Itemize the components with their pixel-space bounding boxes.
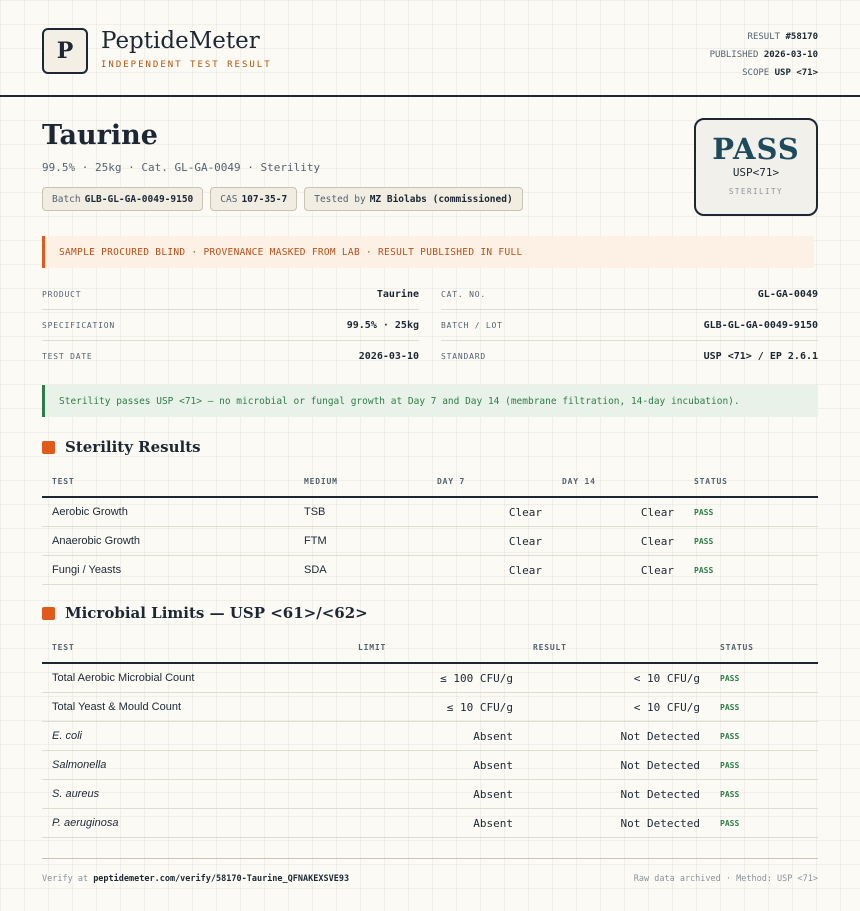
info-value: GLB-GL-GA-0049-9150 (703, 320, 818, 331)
product-chips (42, 187, 523, 211)
info-value: 99.5% · 25kg (346, 320, 419, 331)
product-title: Taurine (42, 120, 158, 151)
report-header (0, 0, 860, 97)
scope-value: USP <71> (774, 68, 818, 78)
info-label: CAT. NO. (441, 290, 486, 299)
section-marker-icon (42, 607, 55, 620)
limit-cell: ≤ 10 CFU/g (348, 693, 523, 722)
brand-tagline: INDEPENDENT TEST RESULT (101, 60, 272, 70)
day14-cell: Clear (552, 497, 684, 527)
test-cell: P. aeruginosa (42, 809, 348, 838)
result-label: RESULT (747, 32, 781, 42)
test-cell: Salmonella (42, 751, 348, 780)
section-marker-icon (42, 441, 55, 454)
table-row (42, 809, 818, 838)
table-row (42, 693, 818, 722)
info-row-specification (42, 311, 419, 341)
sterility-section-title (42, 438, 201, 456)
test-cell: S. aureus (42, 780, 348, 809)
info-value: Taurine (376, 289, 419, 300)
column-header: LIMIT (348, 632, 523, 663)
status-badge: PASS (684, 556, 818, 585)
verify-line (42, 874, 349, 884)
result-cell: Not Detected (523, 780, 710, 809)
status-badge: PASS (710, 809, 818, 838)
limit-cell: Absent (348, 780, 523, 809)
tested-by-chip (304, 187, 522, 211)
limit-cell: Absent (348, 809, 523, 838)
test-cell: Aerobic Growth (42, 497, 294, 527)
verify-label: Verify at (42, 874, 89, 884)
medium-cell: TSB (294, 497, 427, 527)
test-cell: Fungi / Yeasts (42, 556, 294, 585)
batch-chip (42, 187, 203, 211)
info-row-product (42, 280, 419, 310)
limit-cell: Absent (348, 751, 523, 780)
tested-by-label: Tested by (314, 193, 366, 205)
test-cell: Total Yeast & Mould Count (42, 693, 348, 722)
result-summary: Sterility passes USP <71> — no microbial or fungal growth at Day 7 and Day 14 (membrane filtration, 14-day incubation). (42, 385, 818, 417)
info-label: STANDARD (441, 351, 486, 361)
info-value: USP <71> / EP 2.6.1 (703, 350, 818, 362)
verdict-scope: STERILITY (728, 187, 784, 196)
microbial-section-title (42, 604, 368, 622)
table-row (42, 556, 818, 585)
table-row (42, 663, 818, 693)
day7-cell: Clear (427, 556, 552, 585)
logo-icon: P (42, 28, 88, 74)
info-label: PRODUCT (42, 290, 82, 299)
info-row-test-date (42, 341, 419, 371)
status-badge: PASS (710, 751, 818, 780)
info-label: TEST DATE (42, 351, 93, 361)
verify-link[interactable]: peptidemeter.com/verify/58170-Taurine_QFNAKEXSVE93 (93, 874, 350, 884)
result-cell: Not Detected (523, 809, 710, 838)
day14-cell: Clear (552, 556, 684, 585)
procurement-notice: SAMPLE PROCURED BLIND · PROVENANCE MASKED FROM LAB · RESULT PUBLISHED IN FULL (42, 236, 814, 268)
brand-name: PeptideMeter (101, 28, 260, 54)
limit-cell: ≤ 100 CFU/g (348, 663, 523, 693)
column-header: TEST (42, 632, 348, 663)
sterility-table (42, 466, 818, 585)
info-row-cat-no (441, 280, 818, 310)
table-row (42, 527, 818, 556)
table-row (42, 497, 818, 527)
table-row (42, 722, 818, 751)
product-subtitle: 99.5% · 25kg · Cat. GL-GA-0049 · Sterility (42, 161, 321, 174)
result-cell: < 10 CFU/g (523, 663, 710, 693)
microbial-title-text: Microbial Limits — USP <61>/<62> (65, 604, 368, 622)
cas-chip-value: 107-35-7 (241, 193, 288, 205)
result-cell: Not Detected (523, 751, 710, 780)
column-header: STATUS (684, 466, 818, 497)
medium-cell: FTM (294, 527, 427, 556)
table-header-row (42, 466, 818, 497)
report-footer (42, 858, 818, 899)
limit-cell: Absent (348, 722, 523, 751)
day7-cell: Clear (427, 497, 552, 527)
scope-label: SCOPE (742, 68, 770, 78)
table-row (42, 780, 818, 809)
verdict-standard: USP<71> (732, 166, 780, 179)
column-header: MEDIUM (294, 466, 427, 497)
column-header: TEST (42, 466, 294, 497)
status-badge: PASS (710, 663, 818, 693)
column-header: DAY 7 (427, 466, 552, 497)
result-cell: < 10 CFU/g (523, 693, 710, 722)
info-value: 2026-03-10 (358, 350, 419, 362)
result-meta (710, 28, 818, 82)
status-badge: PASS (710, 722, 818, 751)
cas-chip (210, 187, 297, 211)
column-header: STATUS (710, 632, 818, 663)
published-date: 2026-03-10 (763, 50, 818, 60)
info-value: GL-GA-0049 (757, 289, 818, 300)
status-badge: PASS (684, 527, 818, 556)
medium-cell: SDA (294, 556, 427, 585)
tested-by-value: MZ Biolabs (commissioned) (369, 193, 513, 205)
test-cell: Anaerobic Growth (42, 527, 294, 556)
column-header: DAY 14 (552, 466, 684, 497)
column-header: RESULT (523, 632, 710, 663)
test-cell: Total Aerobic Microbial Count (42, 663, 348, 693)
info-label: BATCH / LOT (441, 321, 503, 330)
table-header-row (42, 632, 818, 663)
result-id: #58170 (785, 32, 818, 42)
cas-chip-label: CAS (220, 193, 238, 205)
day7-cell: Clear (427, 527, 552, 556)
published-label: PUBLISHED (709, 50, 759, 60)
day14-cell: Clear (552, 527, 684, 556)
footer-method: Raw data archived · Method: USP <71> (633, 874, 818, 884)
info-row-standard (441, 341, 818, 371)
status-badge: PASS (710, 693, 818, 722)
info-row-batch (441, 311, 818, 341)
batch-chip-value: GLB-GL-GA-0049-9150 (84, 193, 194, 205)
table-row (42, 751, 818, 780)
sterility-title-text: Sterility Results (65, 438, 201, 456)
microbial-table (42, 632, 818, 838)
batch-chip-label: Batch (52, 193, 81, 205)
test-cell: E. coli (42, 722, 348, 751)
pass-badge (694, 118, 818, 216)
verdict-text: PASS (712, 132, 800, 166)
status-badge: PASS (684, 497, 818, 527)
status-badge: PASS (710, 780, 818, 809)
result-cell: Not Detected (523, 722, 710, 751)
info-label: SPECIFICATION (42, 321, 116, 330)
